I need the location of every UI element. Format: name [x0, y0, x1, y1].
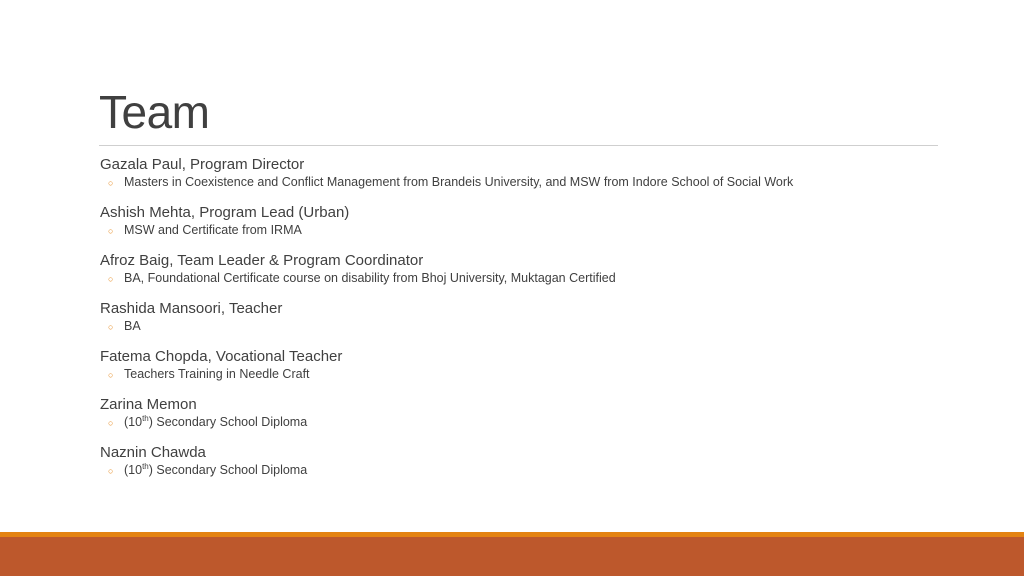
circle-bullet-icon: ○ [108, 274, 114, 284]
member-qualification: ○ Masters in Coexistence and Conflict Management from Brandeis University, and MSW from Indore School of Social Work [100, 174, 940, 191]
title-divider [99, 145, 938, 146]
team-member [100, 299, 940, 335]
circle-bullet-icon: ○ [108, 322, 114, 332]
member-name: Naznin Chawda [100, 444, 206, 461]
member-name: Fatema Chopda, Vocational Teacher [100, 348, 343, 365]
team-list [100, 155, 940, 491]
member-name: Zarina Memon [100, 396, 197, 413]
member-qualification: ○ BA [100, 318, 940, 335]
circle-bullet-icon: ○ [108, 418, 114, 428]
member-name: Afroz Baig, Team Leader & Program Coordinator [100, 252, 424, 269]
member-name: Rashida Mansoori, Teacher [100, 300, 283, 317]
slide-title: Team [99, 86, 210, 138]
team-member [100, 347, 940, 383]
member-name: Gazala Paul, Program Director [100, 156, 305, 173]
team-member [100, 395, 940, 431]
circle-bullet-icon: ○ [108, 466, 114, 476]
circle-bullet-icon: ○ [108, 370, 114, 380]
member-qualification: ○ Teachers Training in Needle Craft [100, 366, 940, 383]
footer-bar [0, 537, 1024, 576]
member-qualification: ○ BA, Foundational Certificate course on disability from Bhoj University, Muktagan Certified [100, 270, 940, 287]
member-qualification: ○ (10th) Secondary School Diploma [100, 462, 940, 479]
member-qualification: ○ (10th) Secondary School Diploma [100, 414, 940, 431]
team-member [100, 443, 940, 479]
member-qualification: ○ MSW and Certificate from IRMA [100, 222, 940, 239]
team-member [100, 203, 940, 239]
circle-bullet-icon: ○ [108, 178, 114, 188]
circle-bullet-icon: ○ [108, 226, 114, 236]
team-member [100, 251, 940, 287]
team-member [100, 155, 940, 191]
member-name: Ashish Mehta, Program Lead (Urban) [100, 204, 350, 221]
